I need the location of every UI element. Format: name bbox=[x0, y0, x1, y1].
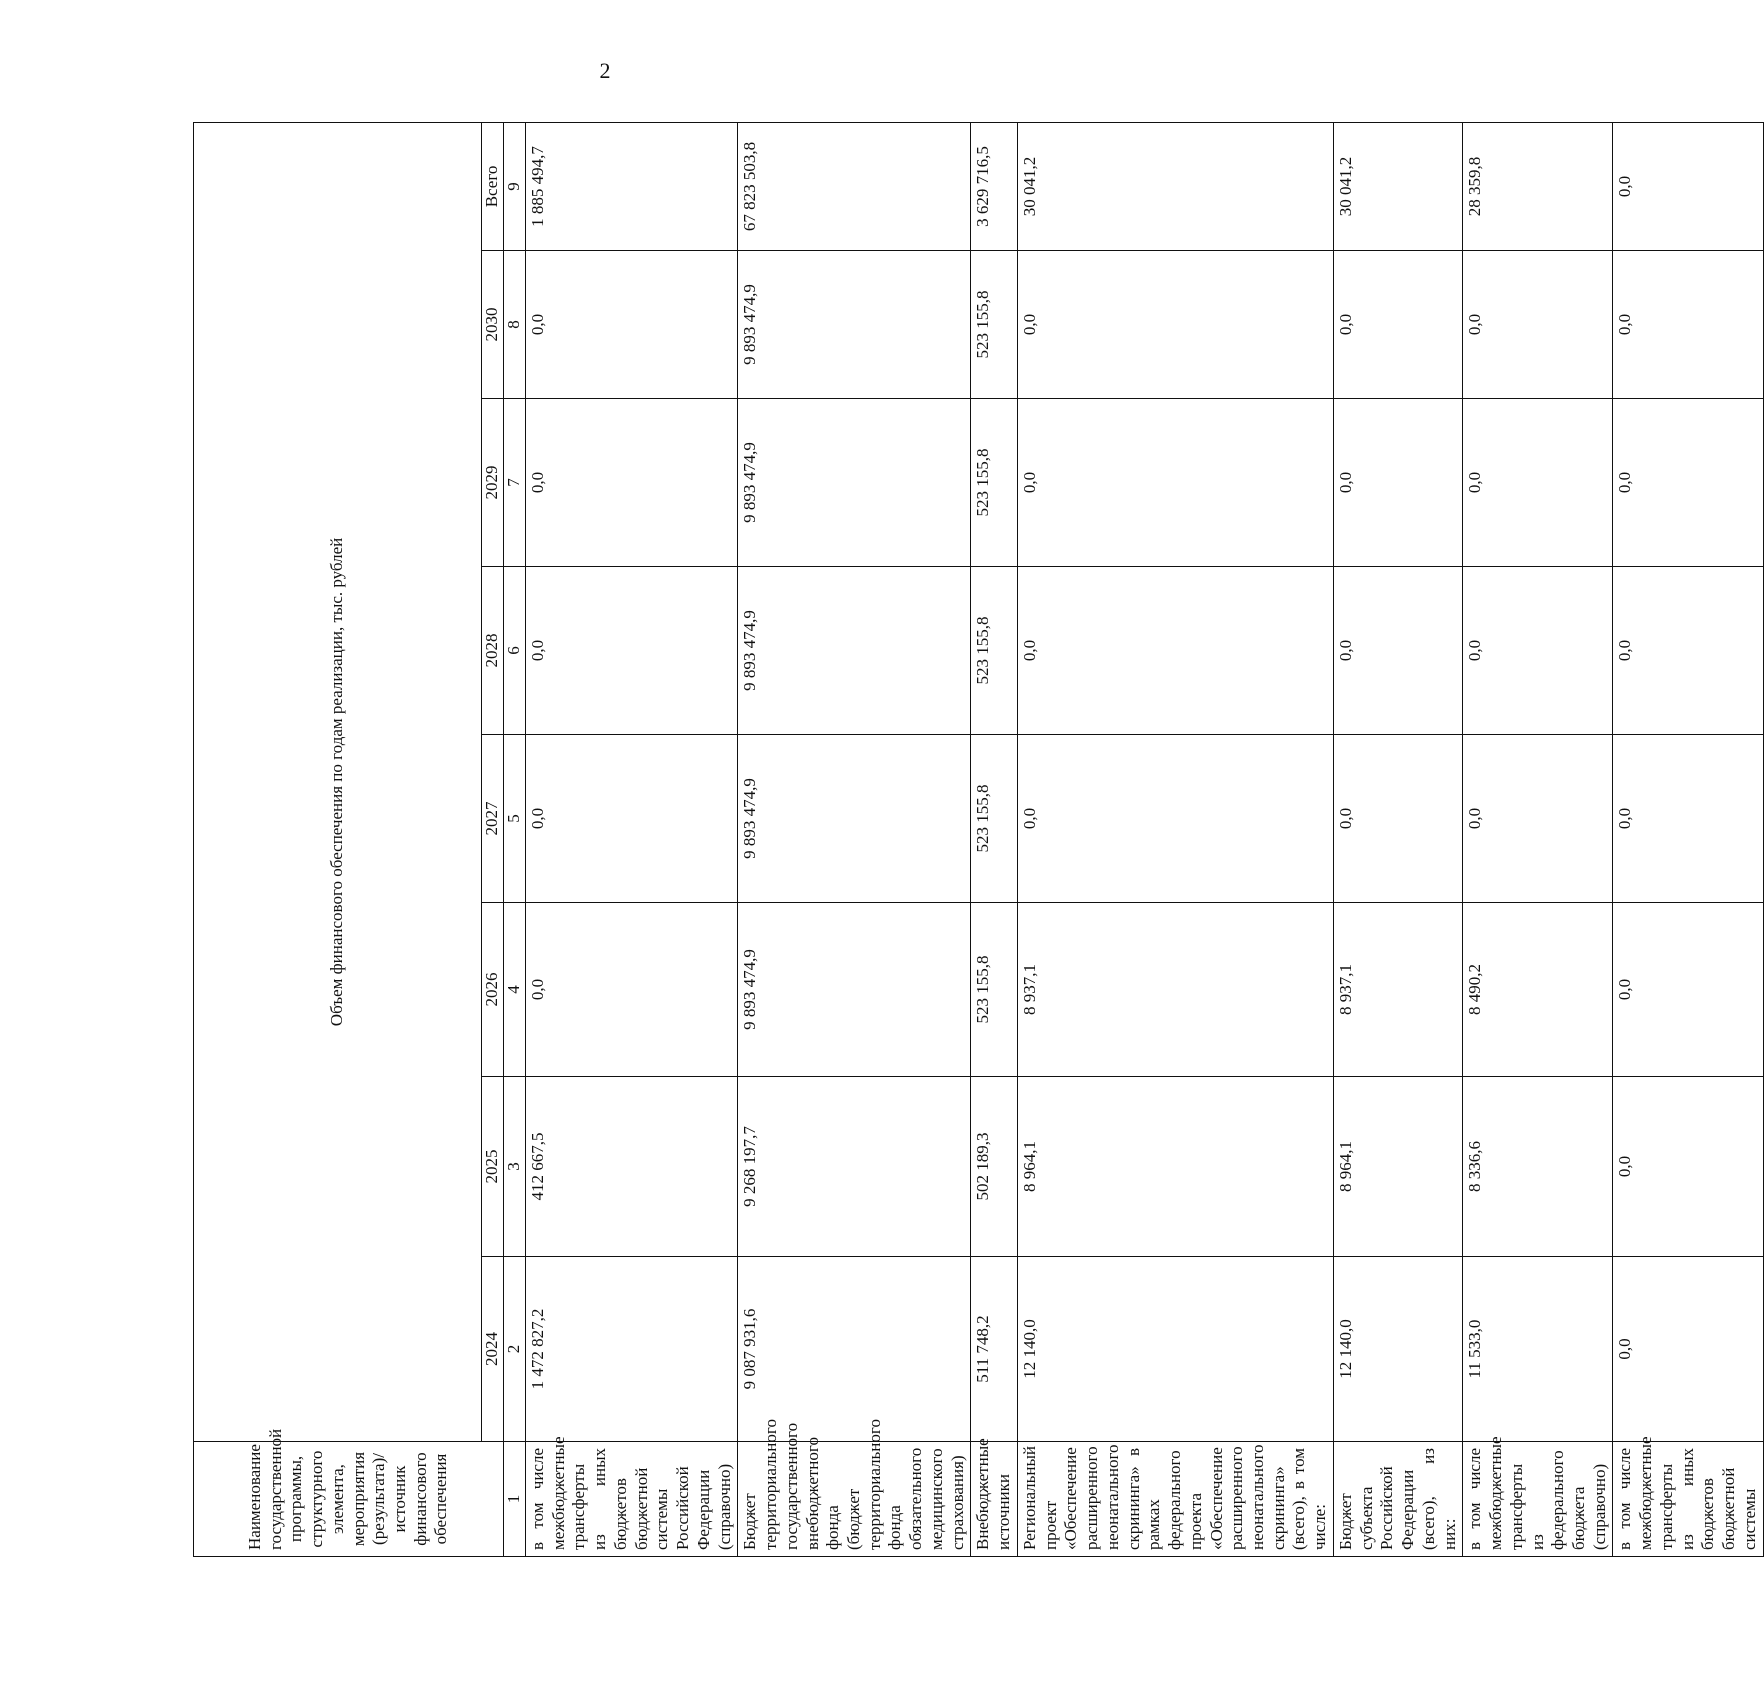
header-year: 2027 bbox=[482, 735, 504, 903]
row-value: 0,0 bbox=[1613, 1077, 1763, 1257]
row-value: 12 140,0 bbox=[1017, 1257, 1333, 1442]
header-year: 2028 bbox=[482, 567, 504, 735]
col-number: 7 bbox=[504, 399, 526, 567]
row-value: 9 893 474,9 bbox=[738, 399, 971, 567]
row-value: 0,0 bbox=[1613, 903, 1763, 1077]
row-value: 30 041,2 bbox=[1017, 122, 1333, 250]
row-value: 30 041,2 bbox=[1333, 122, 1462, 250]
header-year: 2026 bbox=[482, 903, 504, 1077]
row-value: 0,0 bbox=[1333, 399, 1462, 567]
header-volume-title: Объем финансового обеспечения по годам реализации, тыс. рублей bbox=[194, 122, 482, 1441]
row-name: Бюджет субъекта Российской Федерации (всего), из них: bbox=[1333, 1442, 1462, 1557]
row-name: в том числе межбюджетные трансферты из федерального бюджета (справочно) bbox=[1463, 1442, 1613, 1557]
row-value: 8 336,6 bbox=[1463, 1077, 1613, 1257]
table-row bbox=[1613, 122, 1763, 1556]
table-row bbox=[526, 122, 738, 1556]
row-value: 0,0 bbox=[1613, 567, 1763, 735]
row-name: в том числе межбюджетные трансферты из иных бюджетов бюджетной системы bbox=[1613, 1442, 1763, 1557]
col-number: 2 bbox=[504, 1257, 526, 1442]
row-value: 3 629 716,5 bbox=[971, 122, 1017, 250]
row-value: 0,0 bbox=[1613, 251, 1763, 399]
header-year-total: Всего bbox=[482, 122, 504, 250]
row-value: 0,0 bbox=[1017, 735, 1333, 903]
row-value: 0,0 bbox=[1613, 1257, 1763, 1442]
row-value: 0,0 bbox=[1463, 735, 1613, 903]
row-value: 0,0 bbox=[1613, 735, 1763, 903]
table-row bbox=[1017, 122, 1333, 1556]
row-value: 0,0 bbox=[1463, 399, 1613, 567]
row-value: 0,0 bbox=[1333, 735, 1462, 903]
row-value: 8 937,1 bbox=[1017, 903, 1333, 1077]
header-year: 2024 bbox=[482, 1257, 504, 1442]
row-value: 412 667,5 bbox=[526, 1077, 738, 1257]
row-value: 1 472 827,2 bbox=[526, 1257, 738, 1442]
col-number: 5 bbox=[504, 735, 526, 903]
row-name: Региональный проект «Обеспечение расширенного неонатального скрининга» в рамках федерального проекта «Обеспечение расширенного неонатального скрининга» (всего), в том числе: bbox=[1017, 1442, 1333, 1557]
row-value: 0,0 bbox=[526, 251, 738, 399]
row-value: 0,0 bbox=[1017, 399, 1333, 567]
row-value: 0,0 bbox=[1463, 251, 1613, 399]
row-value: 523 155,8 bbox=[971, 735, 1017, 903]
col-number: 3 bbox=[504, 1077, 526, 1257]
row-value: 9 087 931,6 bbox=[738, 1257, 971, 1442]
header-name-column: Наименование государственной программы, структурного элемента, мероприятия (результата)/источник финансового обеспечения bbox=[194, 1442, 504, 1557]
col-number: 9 bbox=[504, 122, 526, 250]
row-value: 9 893 474,9 bbox=[738, 567, 971, 735]
row-value: 8 964,1 bbox=[1333, 1077, 1462, 1257]
page-number: 2 bbox=[599, 58, 611, 83]
row-name: Бюджет территориального государственного внебюджетного фонда (бюджет территориального фонда обязательного медицинского страхования) bbox=[738, 1442, 971, 1557]
row-value: 523 155,8 bbox=[971, 567, 1017, 735]
row-value: 0,0 bbox=[1613, 399, 1763, 567]
row-name: в том числе межбюджетные трансферты из иных бюджетов бюджетной системы Российской Федерации (справочно) bbox=[526, 1442, 738, 1557]
header-year: 2030 bbox=[482, 251, 504, 399]
row-value: 0,0 bbox=[526, 903, 738, 1077]
row-value: 8 937,1 bbox=[1333, 903, 1462, 1077]
row-value: 0,0 bbox=[526, 567, 738, 735]
row-value: 9 893 474,9 bbox=[738, 251, 971, 399]
row-value: 8 490,2 bbox=[1463, 903, 1613, 1077]
header-year: 2029 bbox=[482, 399, 504, 567]
table-row bbox=[738, 122, 971, 1556]
row-value: 9 893 474,9 bbox=[738, 903, 971, 1077]
row-value: 12 140,0 bbox=[1333, 1257, 1462, 1442]
financing-table bbox=[193, 122, 1764, 1557]
table-row bbox=[1333, 122, 1462, 1556]
table-row bbox=[971, 122, 1017, 1556]
header-year: 2025 bbox=[482, 1077, 504, 1257]
row-value: 67 823 503,8 bbox=[738, 122, 971, 250]
row-value: 9 893 474,9 bbox=[738, 735, 971, 903]
row-value: 511 748,2 bbox=[971, 1257, 1017, 1442]
row-value: 9 268 197,7 bbox=[738, 1077, 971, 1257]
row-value: 28 359,8 bbox=[1463, 122, 1613, 250]
row-value: 0,0 bbox=[1463, 567, 1613, 735]
row-value: 502 189,3 bbox=[971, 1077, 1017, 1257]
row-value: 0,0 bbox=[1017, 567, 1333, 735]
row-value: 0,0 bbox=[1613, 122, 1763, 250]
row-value: 8 964,1 bbox=[1017, 1077, 1333, 1257]
row-value: 0,0 bbox=[1333, 251, 1462, 399]
row-value: 0,0 bbox=[526, 735, 738, 903]
row-value: 0,0 bbox=[1333, 567, 1462, 735]
rotated-table-container bbox=[193, 123, 1759, 1557]
row-value: 523 155,8 bbox=[971, 399, 1017, 567]
col-number: 1 bbox=[504, 1442, 526, 1557]
table-row bbox=[1463, 122, 1613, 1556]
row-value: 0,0 bbox=[526, 399, 738, 567]
col-number: 8 bbox=[504, 251, 526, 399]
col-number: 6 bbox=[504, 567, 526, 735]
row-value: 0,0 bbox=[1017, 251, 1333, 399]
col-number: 4 bbox=[504, 903, 526, 1077]
row-value: 523 155,8 bbox=[971, 251, 1017, 399]
row-name: Внебюджетные источники bbox=[971, 1442, 1017, 1557]
row-value: 1 885 494,7 bbox=[526, 122, 738, 250]
row-value: 11 533,0 bbox=[1463, 1257, 1613, 1442]
row-value: 523 155,8 bbox=[971, 903, 1017, 1077]
